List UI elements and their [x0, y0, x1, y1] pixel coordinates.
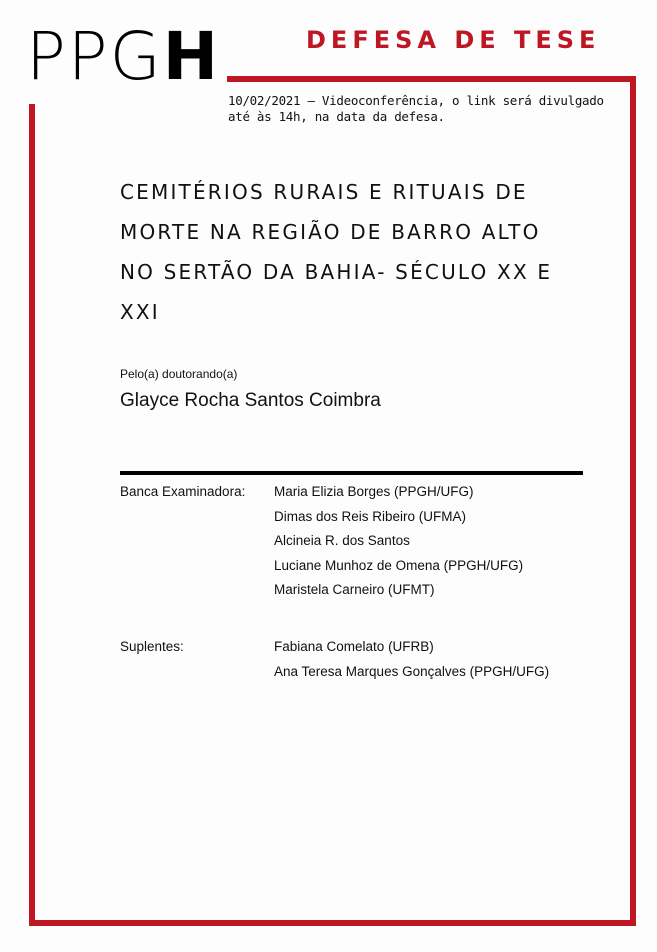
- committee-member: Maristela Carneiro (UFMT): [274, 582, 435, 597]
- event-info-line: 10/02/2021 – Videoconferência, o link será divulgado: [228, 93, 604, 108]
- committee-member: Alcineia R. dos Santos: [274, 533, 410, 548]
- candidate-name: Glayce Rocha Santos Coimbra: [120, 390, 381, 411]
- frame-right: [630, 76, 636, 926]
- title-line: NO SERTÃO DA BAHIA- SÉCULO XX E: [120, 260, 553, 284]
- event-info-line: até às 14h, na data da defesa.: [228, 109, 445, 124]
- frame-left: [29, 104, 35, 926]
- thesis-title: [120, 172, 590, 332]
- event-info: [228, 93, 618, 125]
- frame-top: [227, 76, 636, 82]
- alternate-member: Fabiana Comelato (UFRB): [274, 639, 434, 654]
- title-line: MORTE NA REGIÃO DE BARRO ALTO: [120, 220, 541, 244]
- committee-member: Luciane Munhoz de Omena (PPGH/UFG): [274, 557, 524, 573]
- committee-member: Dimas dos Reis Ribeiro (UFMA): [274, 508, 467, 524]
- committee-list: [274, 480, 523, 603]
- ppgh-logo: [26, 18, 220, 95]
- frame-bottom: [29, 920, 636, 926]
- alternate-member: Ana Teresa Marques Gonçalves (PPGH/UFG): [274, 663, 550, 679]
- event-type-heading: DEFESA DE TESE: [306, 26, 601, 54]
- alternates-list: [274, 635, 549, 684]
- committee-member: Maria Elizia Borges (PPGH/UFG): [274, 484, 474, 499]
- divider: [120, 471, 583, 475]
- title-line: CEMITÉRIOS RURAIS E RITUAIS DE: [120, 180, 528, 204]
- committee-label: Banca Examinadora:: [120, 484, 246, 499]
- alternates-label: Suplentes:: [120, 639, 184, 654]
- logo-bold: H: [162, 18, 220, 95]
- candidate-label: Pelo(a) doutorando(a): [120, 367, 238, 381]
- title-line: XXI: [120, 300, 160, 324]
- logo-regular: PPG: [26, 18, 163, 95]
